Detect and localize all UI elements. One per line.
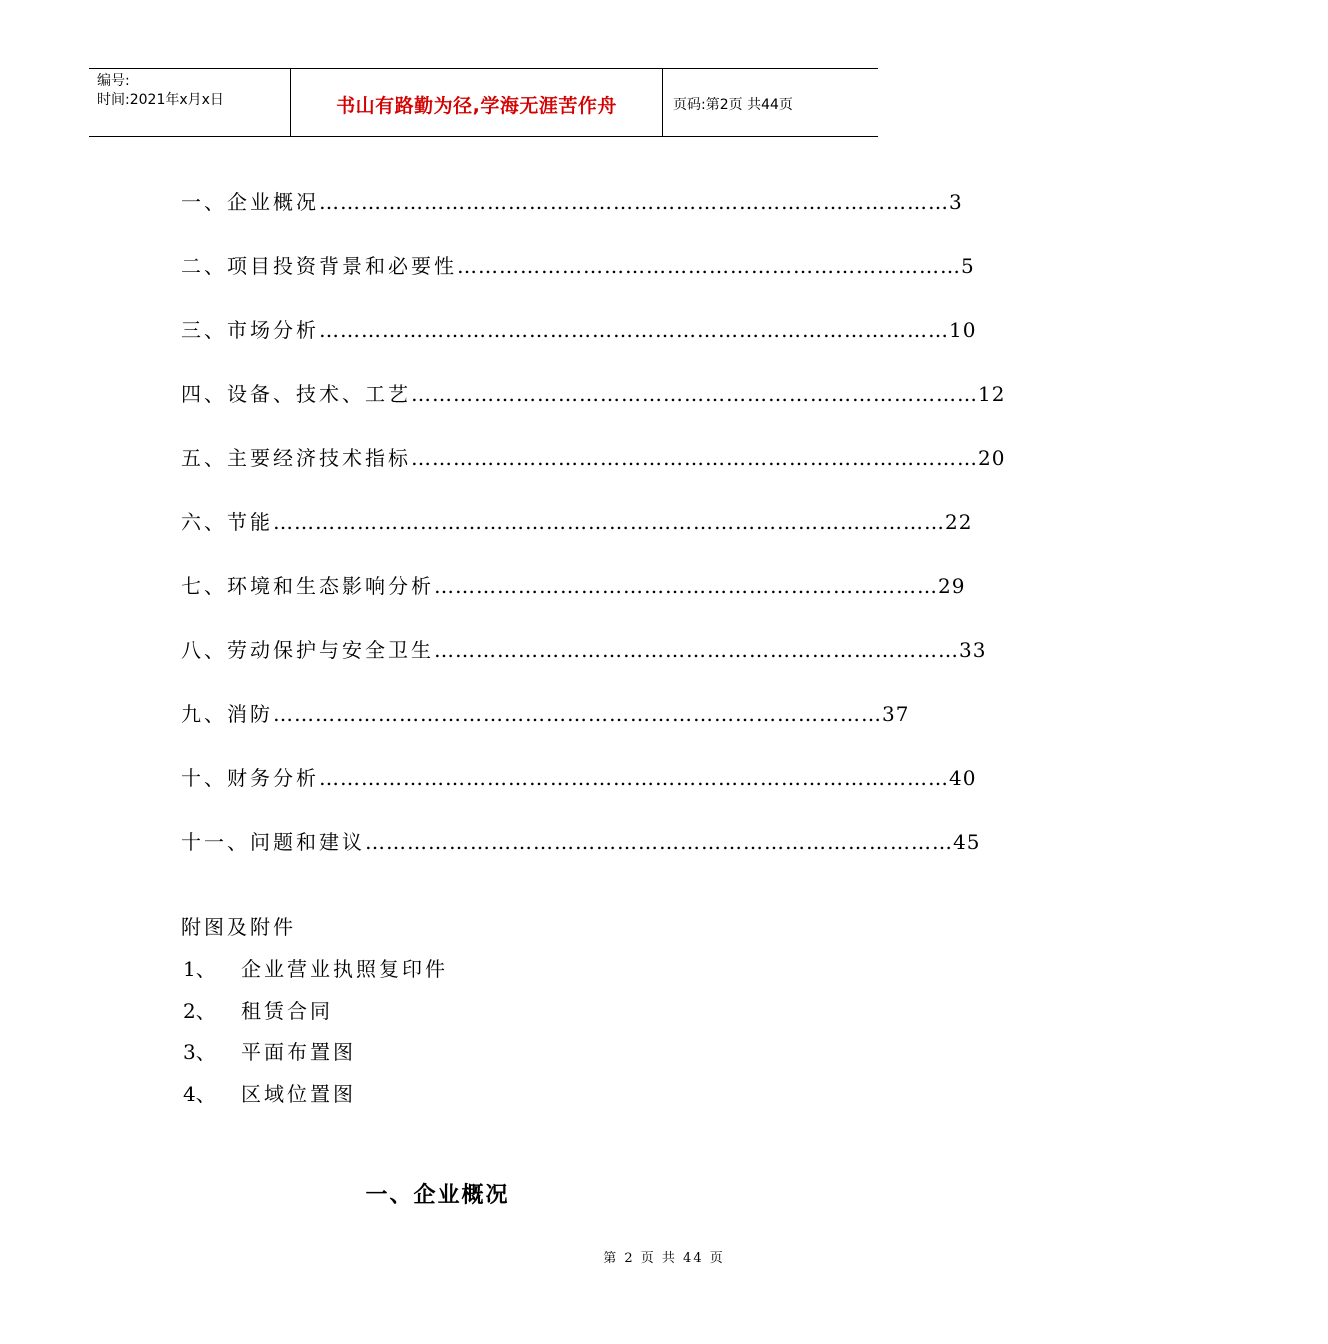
toc-leader-dots: ……………………………………………………………………… xyxy=(411,446,978,470)
toc-leader-dots: …………………………………………………………………………… xyxy=(273,702,882,726)
toc-entry-page: 33 xyxy=(959,638,987,662)
toc-entry-title: 七、环境和生态影响分析 xyxy=(181,574,434,598)
toc-leader-dots: ……………………………………………………………… xyxy=(457,254,961,278)
toc-entry[interactable] xyxy=(181,634,987,698)
appendix-item-number: 2、 xyxy=(183,998,216,1023)
toc-entry-page: 10 xyxy=(949,318,977,342)
toc-entry-page: 3 xyxy=(949,190,963,214)
toc-entry[interactable] xyxy=(181,442,1006,506)
appendix-item-number: 3、 xyxy=(183,1040,216,1064)
header-page-info: 页码:第2页 共44页 xyxy=(673,97,793,113)
toc-entry[interactable] xyxy=(181,698,910,762)
appendix-item xyxy=(183,995,448,1037)
toc-entry-page: 37 xyxy=(882,702,910,726)
appendix-item-number: 4、 xyxy=(183,1081,216,1106)
header-motto-cell xyxy=(291,69,663,136)
toc-entry-title: 四、设备、技术、工艺 xyxy=(181,382,411,406)
toc-entry-title: 五、主要经济技术指标 xyxy=(181,446,411,470)
toc-entry-title: 九、消防 xyxy=(181,702,273,726)
table-of-contents xyxy=(181,186,1006,890)
page-footer: 第 2 页 共 44 页 xyxy=(603,1251,725,1266)
toc-leader-dots: ……………………………………………………………………………… xyxy=(319,766,949,790)
toc-entry[interactable] xyxy=(181,762,977,826)
appendix-item-label: 区域位置图 xyxy=(241,1081,356,1106)
toc-entry-page: 29 xyxy=(938,574,966,598)
toc-entry[interactable] xyxy=(181,250,975,314)
toc-entry-title: 十、财务分析 xyxy=(181,766,319,790)
appendix-item xyxy=(183,953,448,995)
toc-entry-title: 一、企业概况 xyxy=(181,190,319,214)
toc-leader-dots: ………………………………………………………………………… xyxy=(365,830,953,854)
appendix-heading: 附图及附件 xyxy=(181,915,296,939)
toc-leader-dots: ……………………………………………………………………………… xyxy=(319,318,949,342)
toc-leader-dots: ……………………………………………………………… xyxy=(434,574,938,598)
toc-entry[interactable] xyxy=(181,506,973,570)
toc-entry-title: 三、市场分析 xyxy=(181,318,319,342)
appendix-item xyxy=(183,1078,448,1120)
header-motto: 书山有路勤为径,学海无涯苦作舟 xyxy=(336,95,617,117)
toc-entry-page: 5 xyxy=(961,254,975,278)
toc-entry-page: 20 xyxy=(978,446,1006,470)
document-number-label: 编号: xyxy=(97,73,130,89)
toc-leader-dots: ………………………………………………………………… xyxy=(434,638,959,662)
toc-entry-title: 八、劳动保护与安全卫生 xyxy=(181,638,434,662)
toc-entry-page: 12 xyxy=(978,382,1006,406)
toc-entry[interactable] xyxy=(181,378,1006,442)
toc-leader-dots: ……………………………………………………………………………… xyxy=(319,190,949,214)
appendix-item-number: 1、 xyxy=(183,957,216,981)
toc-entry-page: 45 xyxy=(953,830,981,854)
toc-entry-page: 40 xyxy=(949,766,977,790)
toc-entry-title: 十一、问题和建议 xyxy=(181,830,365,854)
toc-entry[interactable] xyxy=(181,186,963,250)
toc-leader-dots: ……………………………………………………………………… xyxy=(411,382,978,406)
appendix-item-label: 平面布置图 xyxy=(241,1040,356,1064)
toc-leader-dots: …………………………………………………………………………………… xyxy=(273,510,945,534)
appendix-item-label: 企业营业执照复印件 xyxy=(241,957,448,981)
header-page-cell xyxy=(663,69,878,136)
appendix-item xyxy=(183,1036,448,1078)
appendix-item-label: 租赁合同 xyxy=(241,998,333,1023)
toc-entry[interactable] xyxy=(181,314,977,378)
toc-entry[interactable] xyxy=(181,826,981,890)
toc-entry[interactable] xyxy=(181,570,966,634)
toc-entry-page: 22 xyxy=(945,510,973,534)
section-title: 一、企业概况 xyxy=(365,1183,510,1208)
toc-entry-title: 六、节能 xyxy=(181,510,273,534)
header-meta-cell xyxy=(89,69,291,136)
appendix-list xyxy=(183,953,448,1119)
document-time-label: 时间:2021年x月x日 xyxy=(97,92,224,108)
toc-entry-title: 二、项目投资背景和必要性 xyxy=(181,254,457,278)
document-header xyxy=(89,68,878,137)
